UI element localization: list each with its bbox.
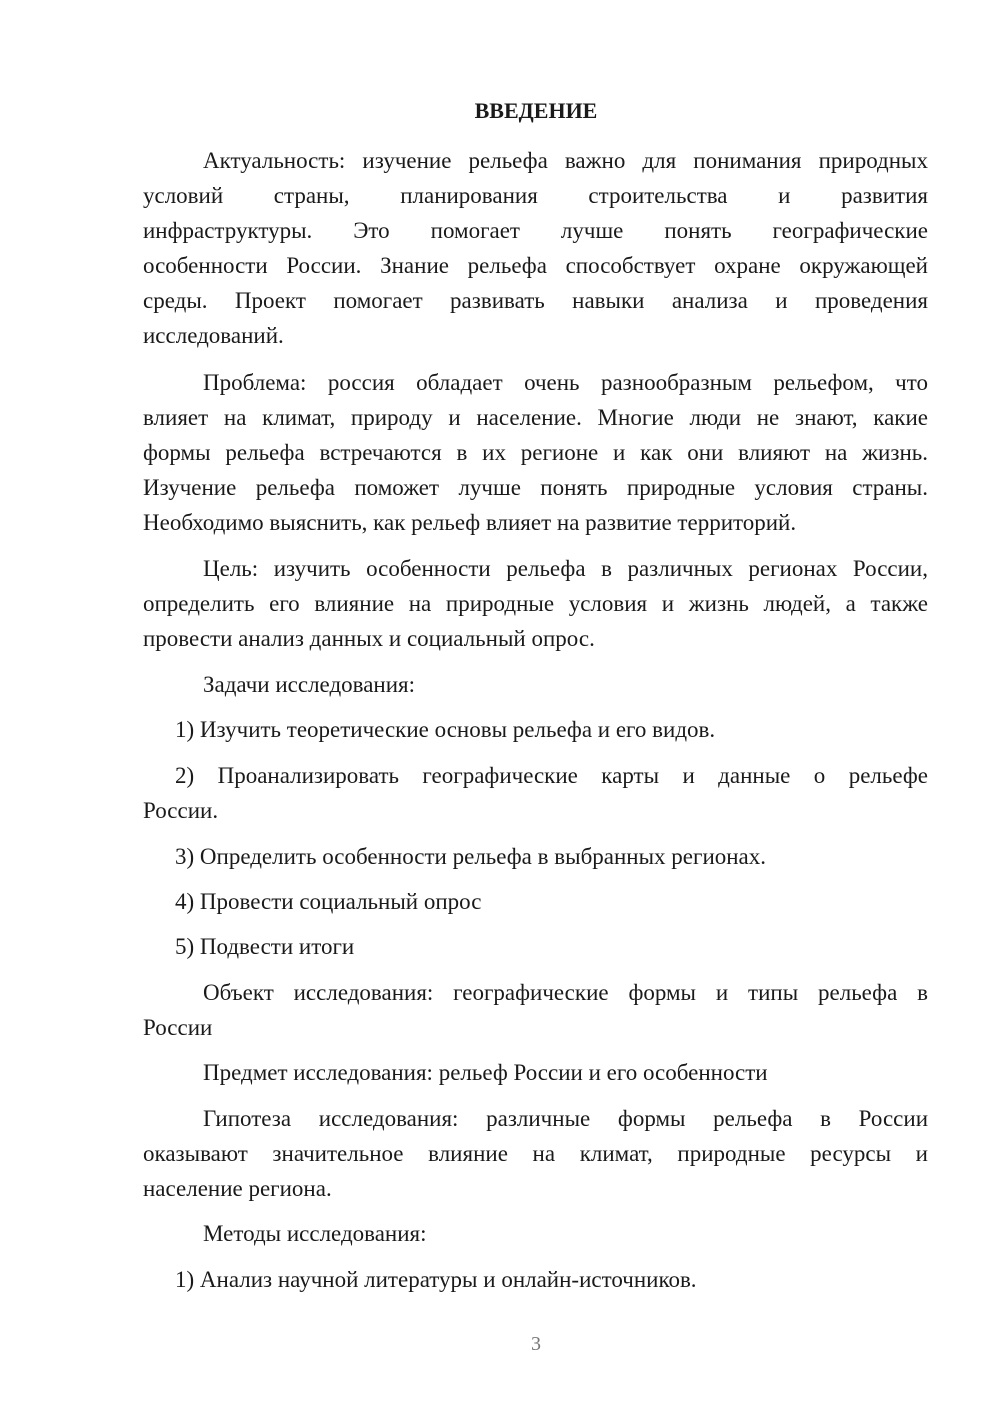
- text-line: формы рельефа встречаются в их регионе и как они влияют на жизнь.: [143, 440, 928, 465]
- text-line: население региона.: [143, 1176, 332, 1201]
- text-line: влияет на климат, природу и население. Многие люди не знают, какие: [143, 405, 928, 430]
- text-line: Задачи исследования:: [203, 672, 416, 697]
- paragraph: [143, 839, 928, 874]
- paragraph: [143, 1216, 928, 1251]
- text-line: Методы исследования:: [203, 1221, 427, 1246]
- text-line: Гипотеза исследования: различные формы рельефа в России: [203, 1106, 928, 1131]
- paragraph: [143, 143, 928, 353]
- text-line: России: [143, 1015, 213, 1040]
- paragraph: [143, 975, 928, 1045]
- paragraph: [143, 667, 928, 702]
- text-line: 3) Определить особенности рельефа в выбранных регионах.: [175, 844, 767, 869]
- text-line: провести анализ данных и социальный опрос.: [143, 626, 595, 651]
- page-number: 3: [531, 1333, 541, 1355]
- paragraph: [143, 365, 928, 540]
- text-line: особенности России. Знание рельефа способствует охране окружающей: [143, 253, 928, 278]
- page-title: ВВЕДЕНИЕ: [474, 98, 598, 123]
- text-line: Проблема: россия обладает очень разнообразным рельефом, что: [203, 370, 928, 395]
- text-line: Необходимо выяснить, как рельеф влияет на развитие территорий.: [143, 510, 797, 535]
- text-line: инфраструктуры. Это помогает лучше понять географические: [143, 218, 928, 243]
- paragraph: [143, 1101, 928, 1206]
- text-line: Объект исследования: географические формы и типы рельефа в: [203, 980, 928, 1005]
- text-line: России.: [143, 798, 219, 823]
- text-line: 2) Проанализировать географические карты и данные о рельефе: [175, 763, 928, 788]
- paragraph: [143, 551, 928, 656]
- text-line: исследований.: [143, 323, 284, 348]
- text-line: 1) Анализ научной литературы и онлайн-источников.: [175, 1267, 697, 1292]
- paragraph: [143, 1055, 928, 1090]
- text-line: Актуальность: изучение рельефа важно для понимания природных: [203, 148, 928, 173]
- paragraph: [143, 712, 928, 747]
- text-line: условий страны, планирования строительства и развития: [143, 183, 928, 208]
- text-line: Предмет исследования: рельеф России и его особенности: [203, 1060, 768, 1085]
- text-line: оказывают значительное влияние на климат, природные ресурсы и: [143, 1141, 928, 1166]
- text-line: определить его влияние на природные условия и жизнь людей, а также: [143, 591, 928, 616]
- text-line: 4) Провести социальный опрос: [175, 889, 482, 914]
- paragraph: [143, 929, 928, 964]
- paragraph: [143, 1262, 928, 1297]
- text-line: Цель: изучить особенности рельефа в различных регионах России,: [203, 556, 928, 581]
- paragraph: [143, 884, 928, 919]
- text-line: 1) Изучить теоретические основы рельефа и его видов.: [175, 717, 716, 742]
- paragraph: [143, 758, 928, 828]
- text-line: 5) Подвести итоги: [175, 934, 355, 959]
- text-line: среды. Проект помогает развивать навыки анализа и проведения: [143, 288, 928, 313]
- text-line: Изучение рельефа поможет лучше понять природные условия страны.: [143, 475, 928, 500]
